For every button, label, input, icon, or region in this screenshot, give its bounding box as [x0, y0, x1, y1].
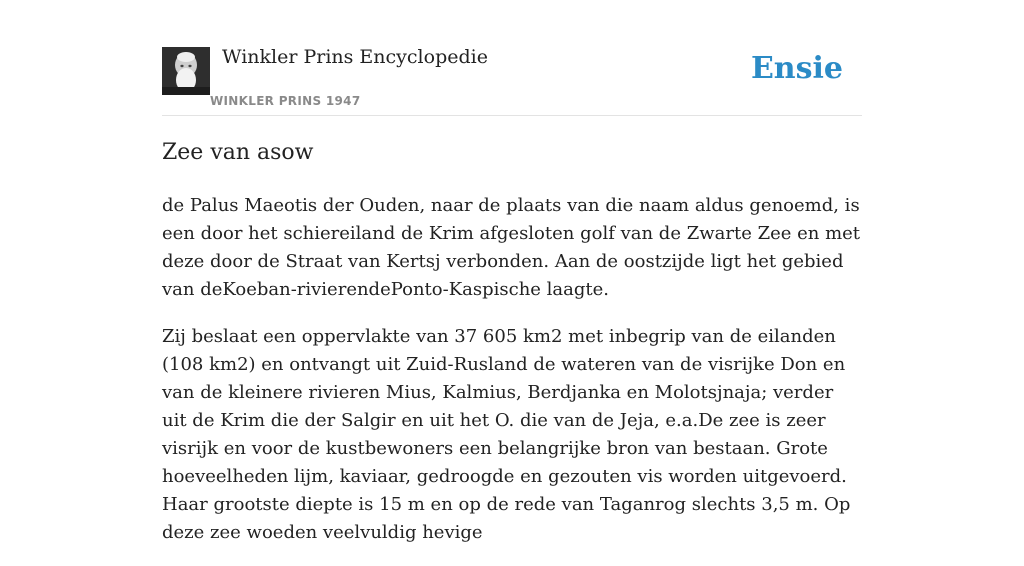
source-label[interactable]: WINKLER PRINS 1947: [210, 94, 361, 108]
article-title: Zee van asow: [162, 140, 314, 165]
ensie-logo[interactable]: Ensie: [750, 51, 843, 86]
author-avatar[interactable]: [162, 47, 210, 95]
portrait-image: [162, 47, 210, 95]
header: [162, 0, 862, 116]
page-container: [162, 0, 862, 543]
article-paragraph: de Palus Maeotis der Ouden, naar de plaats van die naam aldus genoemd, is een door het schiereiland de Krim afgesloten golf van de Zwarte Zee en met deze door de Straat van Kertsj verbonden. Aan de oostzijde ligt het gebied van deKoeban-rivierendePonto-Kaspische laagte.: [162, 195, 861, 300]
site-title[interactable]: Winkler Prins Encyclopedie: [222, 46, 488, 68]
article-paragraph: Zij beslaat een oppervlakte van 37 605 km2 met inbegrip van de eilanden (108 km2) en ontvangt uit Zuid-Rusland de wateren van de visrijke Don en van de kleinere rivieren Mius, Kalmius, Berdjanka en Molotsjnaja; verder uit de Krim die der Salgir en uit het O. die van de Jeja, e.a.De zee is zeer visrijk en voor de kustbewoners een belangrijke bron van bestaan. Grote hoeveelheden lijm, kaviaar, gedroogde en gezouten vis worden uitgevoerd. Haar grootste diepte is 15 m en op de rede van Taganrog slechts 3,5 m. Op deze zee woeden veelvuldig hevige: [162, 326, 851, 543]
article-body: [162, 192, 862, 566]
